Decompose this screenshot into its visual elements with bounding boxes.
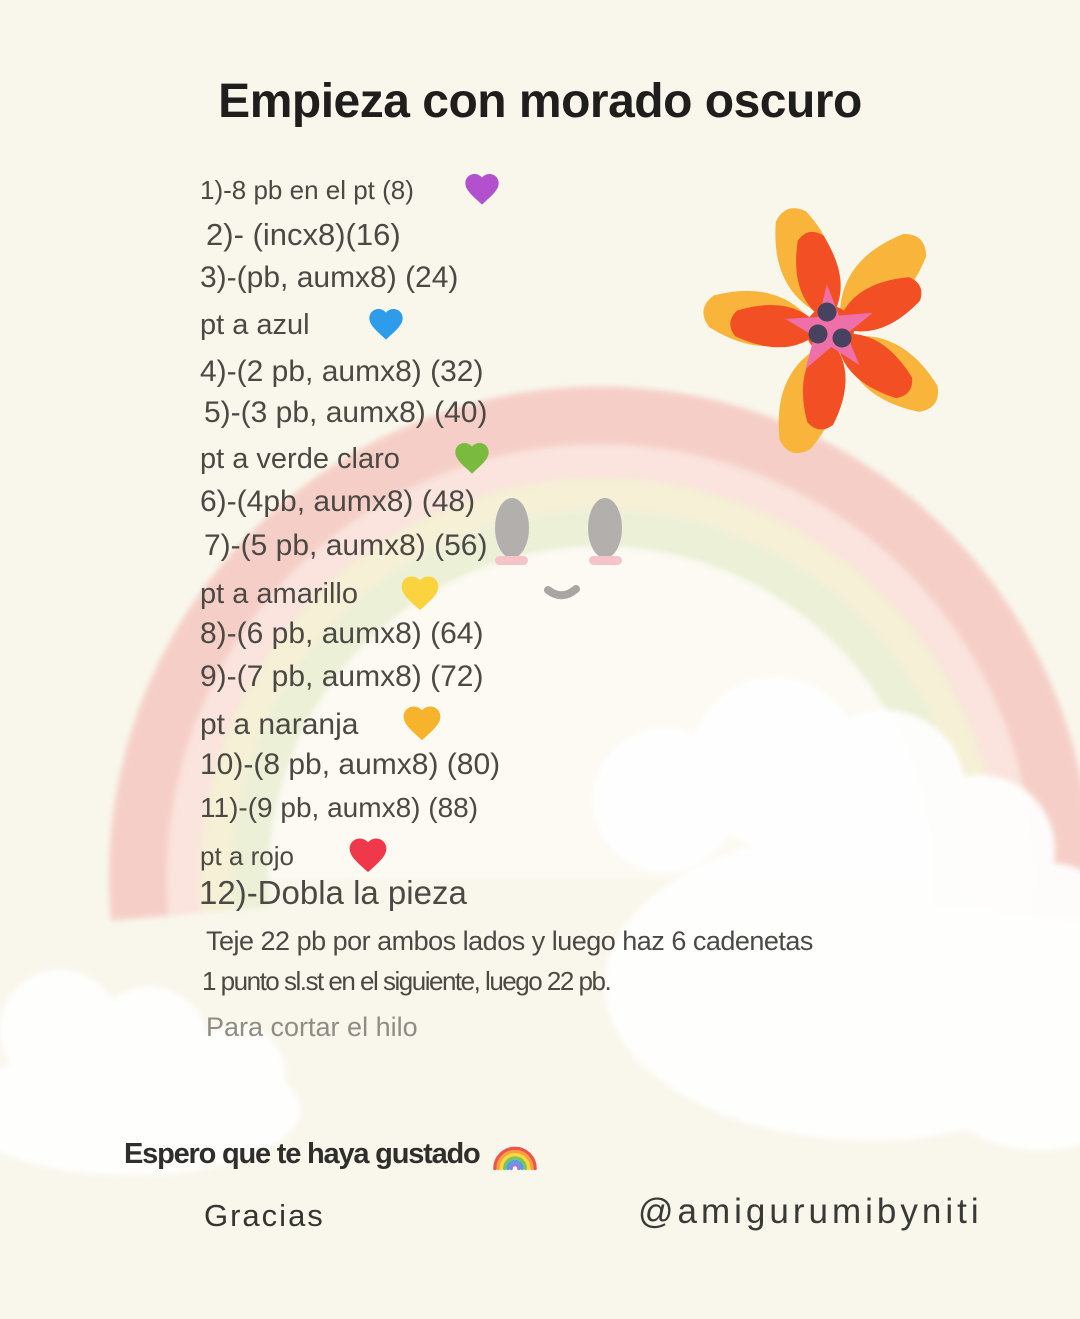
pattern-step-color-azul — [200, 307, 406, 344]
pattern-step-8 — [200, 617, 483, 651]
step-text: 5)-(3 pb, aumx8) (40) — [204, 396, 488, 429]
footer-thanks-text: Gracias — [204, 1198, 325, 1233]
step-text: 10)-(8 pb, aumx8) (80) — [200, 748, 501, 781]
step-text: 1 punto sl.st en el siguiente, luego 22 pb. — [202, 966, 611, 996]
flower-illustration — [676, 178, 976, 478]
pattern-step-5 — [204, 396, 487, 430]
pattern-step-12 — [199, 874, 467, 912]
step-text: 7)-(5 pb, aumx8) (56) — [204, 529, 488, 562]
step-text: 4)-(2 pb, aumx8) (32) — [200, 355, 484, 388]
blue-heart-icon — [366, 304, 406, 344]
step-text: 8)-(6 pb, aumx8) (64) — [200, 617, 484, 650]
step-text: 9)-(7 pb, aumx8) (72) — [200, 660, 484, 693]
purple-heart-icon — [462, 169, 502, 209]
pattern-step-1 — [200, 172, 502, 209]
footer-handle — [638, 1192, 983, 1232]
pattern-step-11 — [200, 792, 478, 824]
page-title: Empieza con morado oscuro — [218, 75, 862, 128]
pattern-step-2 — [206, 217, 401, 253]
pattern-step-7 — [204, 529, 487, 563]
step-text: pt a amarillo — [200, 578, 358, 610]
step-text: 12)-Dobla la pieza — [199, 874, 467, 911]
step-text: pt a naranja — [200, 707, 359, 741]
step-text: pt a verde claro — [200, 443, 400, 475]
step-text: 11)-(9 pb, aumx8) (88) — [200, 792, 479, 823]
step-text: pt a azul — [200, 309, 310, 341]
pattern-step-10 — [200, 748, 500, 782]
green-heart-icon — [452, 438, 492, 478]
footer-message — [124, 1137, 538, 1171]
pattern-step-color-rojo — [200, 836, 390, 877]
pattern-note-cortar — [206, 1012, 418, 1043]
footer-thanks — [204, 1198, 325, 1234]
step-text: Teje 22 pb por ambos lados y luego haz 6 cadenetas — [206, 926, 813, 956]
step-text: 3)-(pb, aumx8) (24) — [200, 261, 459, 294]
pattern-step-4 — [200, 355, 483, 389]
rainbow-icon — [492, 1141, 538, 1171]
pattern-step-color-naranja — [200, 704, 444, 745]
footer-message-text: Espero que te haya gustado — [124, 1137, 480, 1170]
orange-heart-icon — [400, 701, 444, 745]
step-text: pt a rojo — [200, 841, 294, 871]
pattern-note-teje — [206, 926, 813, 957]
pattern-step-6 — [200, 485, 475, 519]
step-text: 1)-8 pb en el pt (8) — [200, 175, 414, 205]
yellow-heart-icon — [398, 571, 442, 615]
pattern-note-punto — [202, 966, 610, 997]
pattern-step-color-amarillo — [200, 574, 442, 615]
step-text: Para cortar el hilo — [206, 1012, 418, 1042]
step-text: 6)-(4pb, aumx8) (48) — [200, 485, 476, 518]
footer-handle-text: @amigurumibyniti — [638, 1192, 983, 1231]
pattern-step-3 — [200, 261, 458, 295]
step-text: 2)- (incx8)(16) — [206, 217, 401, 252]
pattern-step-color-verde — [200, 441, 492, 478]
pattern-step-9 — [200, 660, 483, 694]
red-heart-icon — [346, 833, 390, 877]
